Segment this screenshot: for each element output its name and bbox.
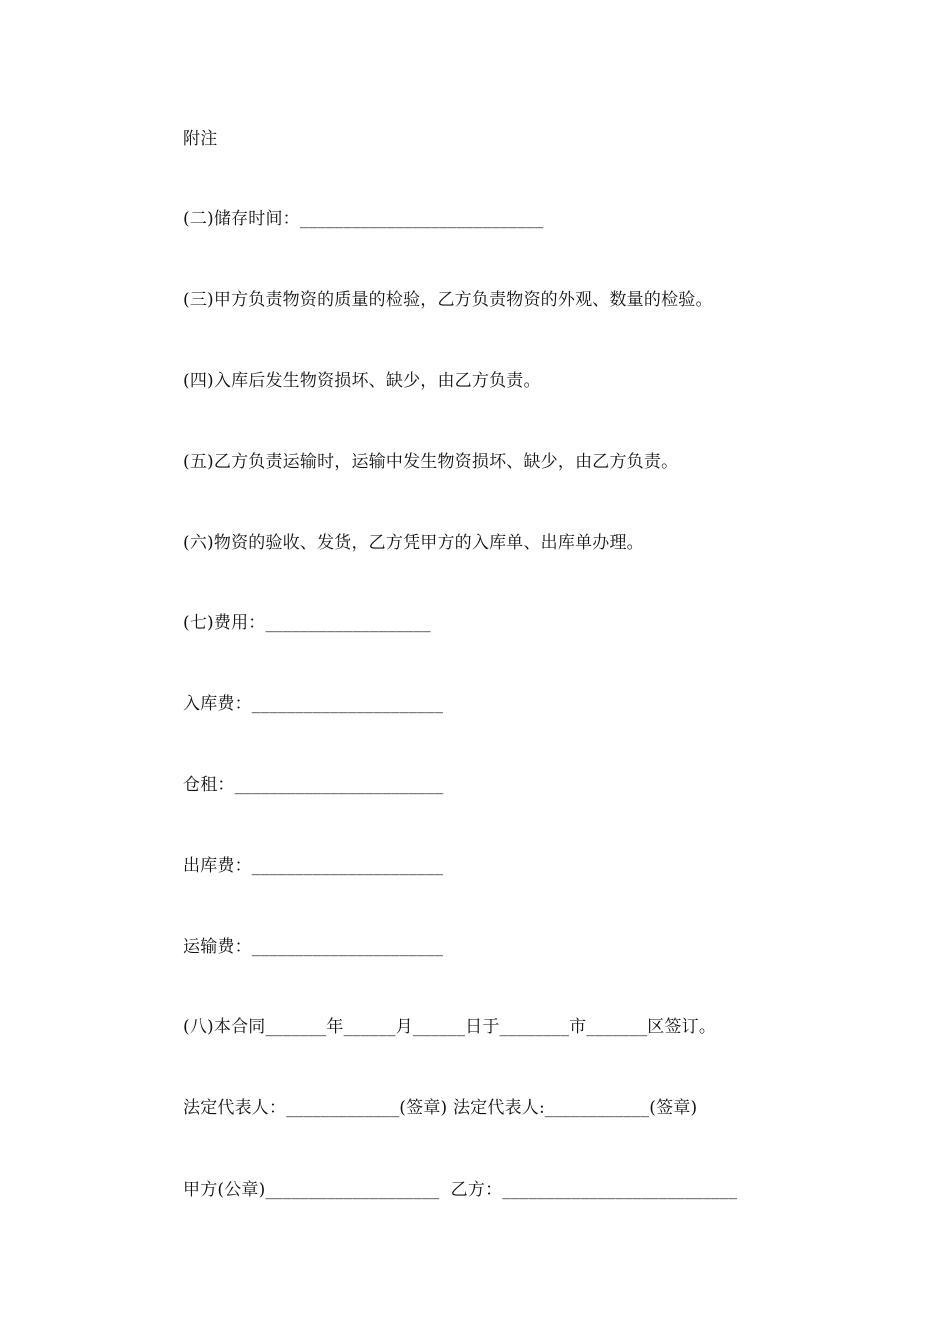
legal-representatives-signatures: 法定代表人：_____________(签章) 法定代表人:____________(签章) xyxy=(183,1098,698,1118)
party-seals: 甲方(公章)____________________ 乙方：___________________________ xyxy=(183,1180,738,1200)
clause-signing-date-place: (八)本合同_______年______月______日于________市_______区签订。 xyxy=(183,1017,717,1037)
clause-acceptance-delivery: (六)物资的验收、发货，乙方凭甲方的入库单、出库单办理。 xyxy=(183,533,644,553)
clause-inspection: (三)甲方负责物资的质量的检验，乙方负责物资的外观、数量的检验。 xyxy=(183,290,713,310)
fee-transport: 运输费：______________________ xyxy=(183,937,444,957)
fee-outbound: 出库费：______________________ xyxy=(183,856,444,876)
annex-heading: 附注 xyxy=(183,129,218,149)
clause-transport-damage: (五)乙方负责运输时，运输中发生物资损坏、缺少，由乙方负责。 xyxy=(183,452,679,472)
clause-storage-time: (二)储存时间：____________________________ xyxy=(183,209,544,229)
clause-damage-in-storage: (四)入库后发生物资损坏、缺少，由乙方负责。 xyxy=(183,371,541,391)
fee-storage-rent: 仓租：________________________ xyxy=(183,775,444,795)
fee-inbound: 入库费：______________________ xyxy=(183,694,444,714)
clause-fees: (七)费用：___________________ xyxy=(183,613,431,633)
